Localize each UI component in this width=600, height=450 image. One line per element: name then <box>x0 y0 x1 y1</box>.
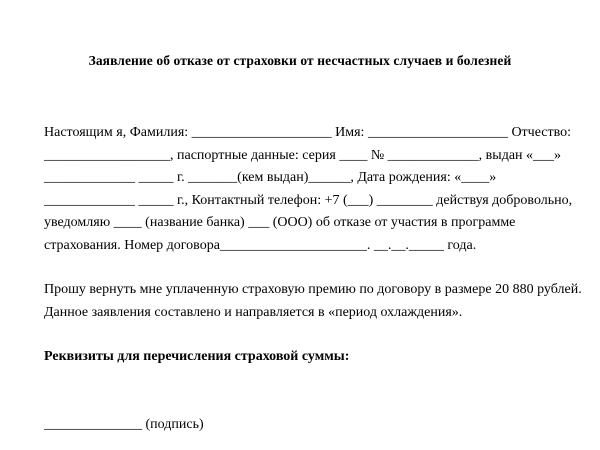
paragraph-line: уведомляю ____ (название банка) ___ (ООО) об отказе от участия в программе <box>44 215 516 230</box>
refund-paragraph <box>44 279 580 324</box>
signature-line: ______________ (подпись) <box>44 417 204 432</box>
paragraph-line: Настоящим я, Фамилия: ____________________ Имя: ____________________ Отчество: <box>44 125 572 140</box>
paragraph-line: Данное заявления составлено и направляется в «период охлаждения». <box>44 304 463 320</box>
document-title: Заявление об отказе от страховки от несчастных случаев и болезней <box>88 53 512 68</box>
paragraph-line: Прошу вернуть мне уплаченную страховую премию по договору в размере 20 880 рублей. <box>44 282 582 297</box>
requisites-heading: Реквизиты для перечисления страховой суммы: <box>44 349 350 364</box>
intro-paragraph <box>44 122 580 257</box>
paragraph-line: __________________, паспортные данные: серия ____ № _____________, выдан «___» <box>44 147 562 163</box>
paragraph-line: страхования. Номер договора_____________________. __.__._____ года. <box>44 237 477 253</box>
paragraph-line: _____________ _____ г., Контактный телефон: +7 (___) ________ действуя добровольно, <box>44 192 573 208</box>
paragraph-line: _____________ _____ г. _______(кем выдан)______, Дата рождения: «____» <box>44 170 497 185</box>
